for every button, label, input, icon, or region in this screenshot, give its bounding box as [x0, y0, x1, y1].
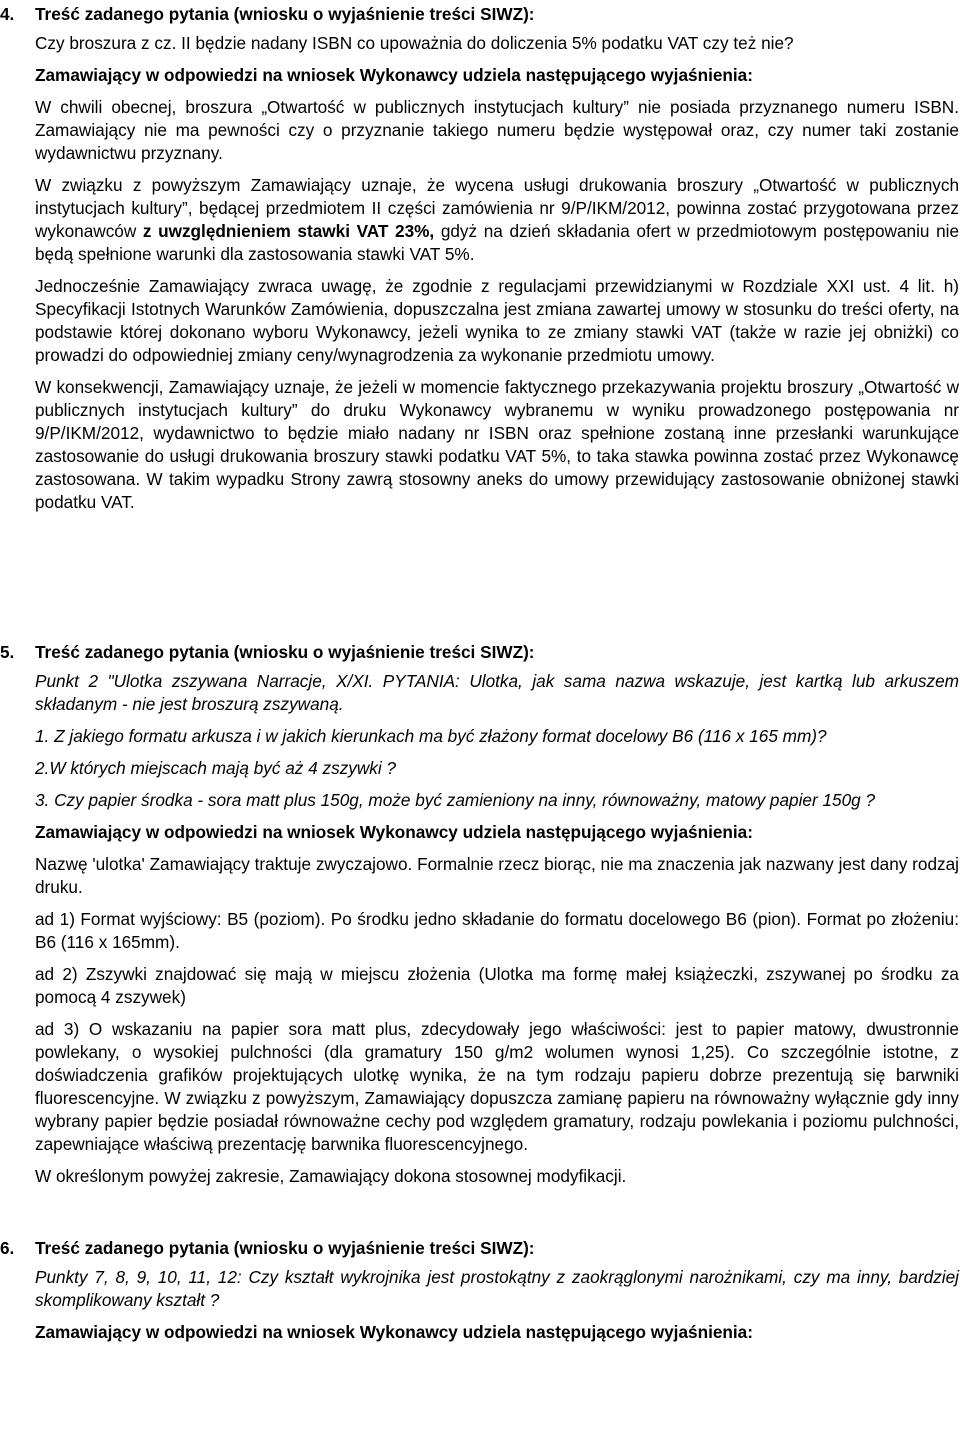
answer-intro: Zamawiający w odpowiedzi na wniosek Wykonawcy udziela następującego wyjaśnienia:: [35, 822, 753, 842]
section-heading: [0, 3, 960, 26]
answer-paragraph: Nazwę 'ulotka' Zamawiający traktuje zwyczajowo. Formalnie rzecz biorąc, nie ma znaczenia jak nazwany jest dany rodzaj druku.: [35, 854, 959, 897]
question-item: 1. Z jakiego formatu arkusza i w jakich kierunkach ma być złażony format docelowy B6 (116 x 165 mm)?: [35, 726, 827, 746]
section-number: 6.: [0, 1238, 15, 1258]
section-heading: [0, 641, 960, 664]
section-6: [0, 1237, 960, 1353]
section-4: [0, 3, 960, 523]
answer-paragraph: W chwili obecnej, broszura „Otwartość w publicznych instytucjach kultury” nie posiada przyznanego numeru ISBN. Zamawiający nie ma pewności czy o przyznanie takiego numeru będzie występował oraz, czy numer taki zostanie wydawnictwu przyznany.: [35, 97, 959, 163]
answer-paragraph: ad 1) Format wyjściowy: B5 (poziom). Po środku jedno składanie do formatu docelowego B6 (pion). Format po złożeniu: B6 (116 x 165mm).: [35, 909, 959, 952]
answer-paragraph: Jednocześnie Zamawiający zwraca uwagę, że zgodnie z regulacjami przewidzianymi w Rozdziale XXI ust. 4 lit. h) Specyfikacji Istotnych Warunków Zamówienia, dopuszczalna jest zmiana zawartej umowy w stosunku do treści oferty, na podstawie której dokonano wyboru Wykonawcy, jeżeli wynika to ze zmiany stawki VAT (także w razie jej obniżki) co prowadzi do odpowiedniej zmiany ceny/wynagrodzenia za wykonanie przedmiotu umowy.: [35, 276, 959, 365]
answer-paragraph: W związku z powyższym Zamawiający uznaje, że wycena usługi drukowania broszury „Otwartość w publicznych instytucjach kultury”, będącej przedmiotem II części zamówienia nr 9/P/IKM/2012, powinna zostać przygotowana przez wykonawców z uwzględnieniem stawki VAT 23%, gdyż na dzień składania ofert w przedmiotowym postępowaniu nie będą spełnione warunki dla zastosowania stawki VAT 5%.: [35, 175, 960, 264]
answer-paragraph: ad 3) O wskazaniu na papier sora matt plus, zdecydowały jego właściwości: jest to papier matowy, dwustronnie powlekany, o wysokiej pulchności (dla gramatury 150 g/m2 wolumen wynosi 1,25). Co szczególnie istotne, z doświadczenia grafików projektujących ulotkę wynika, że na tym rodzaju papieru dobrze prezentują się barwniki fluorescencyjne. W związku z powyższym, Zamawiający dopuszcza zamianę papieru na równoważny wyłącznie gdy inny wybrany papier będzie posiadał równoważne cechy pod względem gramatury, rodzaju powlekania i poziomu pulchności, zapewniające właściwą prezentację barwnika fluorescencyjnego.: [35, 1019, 959, 1154]
section-heading: [0, 1237, 960, 1260]
section-title: Treść zadanego pytania (wniosku o wyjaśnienie treści SIWZ):: [35, 1238, 535, 1258]
answer-intro: Zamawiający w odpowiedzi na wniosek Wykonawcy udziela następującego wyjaśnienia:: [35, 1322, 753, 1342]
question-text: Punkt 2 "Ulotka zszywana Narracje, X/XI. PYTANIA: Ulotka, jak sama nazwa wskazuje, jest kartką lub arkuszem składanym - nie jest broszurą zszywaną.: [35, 671, 959, 714]
answer-paragraph: ad 2) Zszywki znajdować się mają w miejscu złożenia (Ulotka ma formę małej książeczki, zszywanej po środku za pomocą 4 zszywek): [35, 964, 959, 1007]
answer-paragraph: W konsekwencji, Zamawiający uznaje, że jeżeli w momencie faktycznego przekazywania projektu broszury „Otwartość w publicznych instytucjach kultury” do druku Wykonawcy wybranemu w wyniku prowadzonego postępowania nr 9/P/IKM/2012, wydawnictwo to będzie miało nadany nr ISBN oraz spełnione zostaną inne przesłanki warunkujące zastosowanie do usługi drukowania broszury stawki podatku VAT 5%, to taka stawka powinna zostać przez Wykonawcę zastosowana. W takim wypadku Strony zawrą stosowny aneks do umowy przewidujący zastosowanie obniżonej stawki podatku VAT.: [35, 377, 959, 512]
section-body: [35, 32, 959, 514]
section-title: Treść zadanego pytania (wniosku o wyjaśnienie treści SIWZ):: [35, 642, 535, 662]
section-number: 4.: [0, 4, 15, 24]
question-text: Punkty 7, 8, 9, 10, 11, 12: Czy kształt wykrojnika jest prostokątny z zaokrąglonymi narożnikami, czy ma inny, bardziej skomplikowany kształt ?: [35, 1267, 959, 1310]
section-title: Treść zadanego pytania (wniosku o wyjaśnienie treści SIWZ):: [35, 4, 535, 24]
question-item: 2.W których miejscach mają być aż 4 zszywki ?: [35, 758, 397, 778]
question-item: 3. Czy papier środka - sora matt plus 150g, może być zamieniony na inny, równoważny, matowy papier 150g ?: [35, 790, 876, 810]
section-body: [35, 670, 959, 1188]
section-number: 5.: [0, 642, 15, 662]
answer-paragraph: W określonym powyżej zakresie, Zamawiający dokona stosownej modyfikacji.: [35, 1166, 627, 1186]
section-body: [35, 1266, 959, 1344]
question-text: Czy broszura z cz. II będzie nadany ISBN co upoważnia do doliczenia 5% podatku VAT czy też nie?: [35, 33, 794, 53]
vat-rate-emphasis: z uwzględnieniem stawki VAT 23%,: [142, 221, 435, 241]
answer-intro: Zamawiający w odpowiedzi na wniosek Wykonawcy udziela następującego wyjaśnienia:: [35, 65, 753, 85]
section-5: [0, 641, 960, 1197]
